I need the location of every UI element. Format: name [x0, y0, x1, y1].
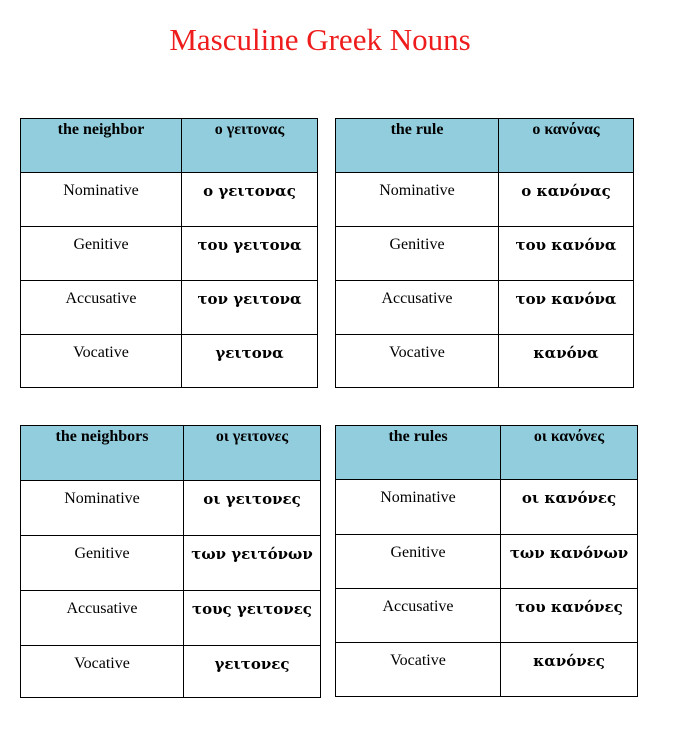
- form-cell: κανόνες: [501, 643, 638, 697]
- case-cell: Accusative: [336, 589, 501, 643]
- form-cell: τον γειτονα: [182, 281, 318, 335]
- case-cell: Vocative: [336, 643, 501, 697]
- table-the-neighbor: [20, 118, 318, 388]
- form-cell: ο κανόνας: [499, 173, 634, 227]
- table-the-neighbors: [20, 425, 321, 698]
- table-row: [336, 281, 634, 335]
- case-cell: Genitive: [336, 227, 499, 281]
- form-cell: γειτονες: [184, 646, 321, 698]
- header-english-cell: the neighbors: [21, 426, 184, 481]
- page-title: Masculine Greek Nouns: [169, 22, 471, 57]
- table-the-rules: [335, 425, 638, 697]
- case-cell: Nominative: [336, 173, 499, 227]
- form-cell: του κανόνες: [501, 589, 638, 643]
- form-cell: ο γειτονας: [182, 173, 318, 227]
- header-english-cell: the neighbor: [21, 119, 182, 173]
- case-cell: Accusative: [21, 591, 184, 646]
- table-row: [21, 173, 318, 227]
- case-cell: Genitive: [21, 536, 184, 591]
- table-the-rule: [335, 118, 634, 388]
- form-cell: οι κανόνες: [501, 480, 638, 535]
- form-cell: οι γειτονες: [184, 481, 321, 536]
- table-row: [336, 227, 634, 281]
- case-cell: Nominative: [21, 173, 182, 227]
- table-row: [336, 335, 634, 388]
- header-greek-cell: ο γειτονας: [182, 119, 318, 173]
- form-cell: του γειτονα: [182, 227, 318, 281]
- table-row: [21, 536, 321, 591]
- header-greek-cell: οι γειτονες: [184, 426, 321, 481]
- table-header-row: [336, 426, 638, 480]
- case-cell: Nominative: [336, 480, 501, 535]
- table-row: [21, 335, 318, 388]
- table-row: [21, 227, 318, 281]
- form-cell: των κανόνων: [501, 535, 638, 589]
- table-header-row: [21, 426, 321, 481]
- header-greek-cell: ο κανόνας: [499, 119, 634, 173]
- form-cell: των γειτόνων: [184, 536, 321, 591]
- case-cell: Vocative: [336, 335, 499, 388]
- table-header-row: [336, 119, 634, 173]
- table-row: [336, 173, 634, 227]
- table-row: [21, 591, 321, 646]
- form-cell: κανόνα: [499, 335, 634, 388]
- form-cell: τους γειτονες: [184, 591, 321, 646]
- case-cell: Nominative: [21, 481, 184, 536]
- table-row: [336, 589, 638, 643]
- case-cell: Genitive: [336, 535, 501, 589]
- table-row: [336, 480, 638, 535]
- form-cell: του κανόνα: [499, 227, 634, 281]
- case-cell: Accusative: [336, 281, 499, 335]
- form-cell: γειτονα: [182, 335, 318, 388]
- case-cell: Vocative: [21, 335, 182, 388]
- table-row: [336, 535, 638, 589]
- table-header-row: [21, 119, 318, 173]
- header-english-cell: the rules: [336, 426, 501, 480]
- table-row: [21, 481, 321, 536]
- header-english-cell: the rule: [336, 119, 499, 173]
- case-cell: Genitive: [21, 227, 182, 281]
- table-row: [21, 281, 318, 335]
- table-row: [21, 646, 321, 698]
- table-row: [336, 643, 638, 697]
- form-cell: τον κανόνα: [499, 281, 634, 335]
- header-greek-cell: οι κανόνες: [501, 426, 638, 480]
- case-cell: Vocative: [21, 646, 184, 698]
- case-cell: Accusative: [21, 281, 182, 335]
